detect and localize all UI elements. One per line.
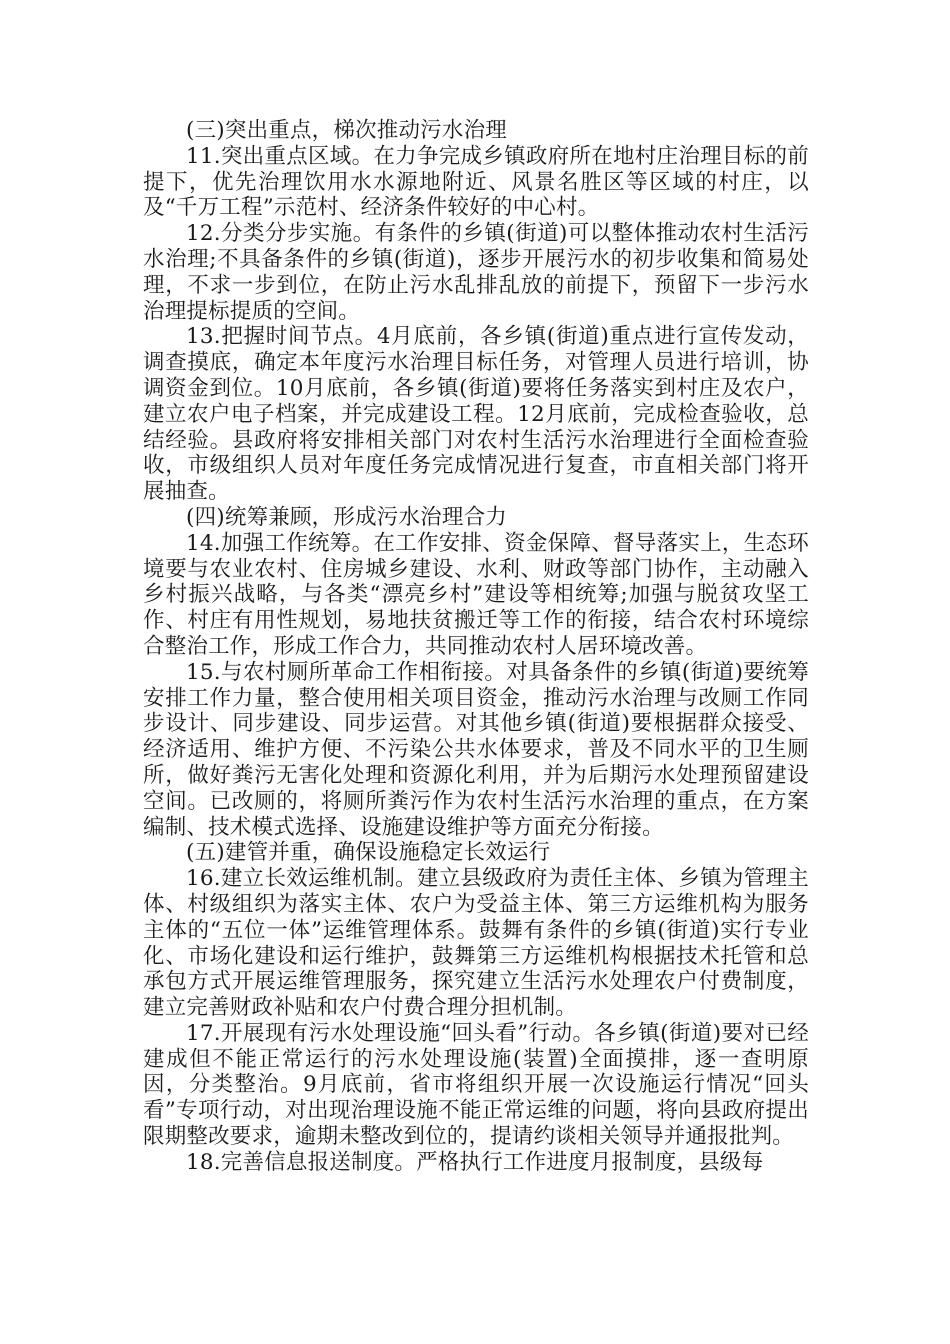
paragraph-14: 14.加强工作统筹。在工作安排、资金保障、督导落实上，生态环境要与农业农村、住房城乡建设、水利、财政等部门协作，主动融入乡村振兴战略，与各类“漂亮乡村”建设等相统筹;加强与脱贫攻坚工作、村庄有用性规划，易地扶贫搬迁等工作的衔接，结合农村环境综合整治工作，形成工作合力，共同推动农村人居环境改善。 (143, 530, 809, 659)
paragraph-13: 13.把握时间节点。4月底前，各乡镇(街道)重点进行宣传发动，调查摸底，确定本年度污水治理目标任务，对管理人员进行培训，协调资金到位。10月底前，各乡镇(街道)要将任务落实到村庄及农户，建立农户电子档案，并完成建设工程。12月底前，完成检查验收，总结经验。县政府将安排相关部门对农村生活污水治理进行全面检查验收，市级组织人员对年度任务完成情况进行复查，市直相关部门将开展抽查。 (143, 324, 809, 505)
document-body (143, 118, 809, 1176)
paragraph-18: 18.完善信息报送制度。严格执行工作进度月报制度，县级每 (186, 1149, 764, 1175)
paragraph-17: 17.开展现有污水处理设施“回头看”行动。各乡镇(街道)要对已经建成但不能正常运行的污水处理设施(装置)全面摸排，逐一查明原因，分类整治。9月底前，省市将组织开展一次设施运行情况“回头看”专项行动，对出现治理设施不能正常运维的问题，将向县政府提出限期整改要求，逾期未整改到位的，提请约谈相关领导并通报批判。 (143, 1020, 809, 1150)
paragraph-15: 15.与农村厕所革命工作相衔接。对具备条件的乡镇(街道)要统筹安排工作力量，整合使用相关项目资金，推动污水治理与改厕工作同步设计、同步建设、同步运营。对其他乡镇(街道)要根据群众接受、经济适用、维护方便、不污染公共水体要求，普及不同水平的卫生厕所，做好粪污无害化处理和资源化利用，并为后期污水处理预留建设空间。已改厕的，将厕所粪污作为农村生活污水治理的重点，在方案编制、技术模式选择、设施建设维护等方面充分衔接。 (143, 659, 809, 840)
section-heading-3: (三)突出重点，梯次推动污水治理 (186, 118, 507, 143)
paragraph-11: 11.突出重点区域。在力争完成乡镇政府所在地村庄治理目标的前提下，优先治理饮用水水源地附近、风景名胜区等区域的村庄，以及“千万工程”示范村、经济条件较好的中心村。 (143, 143, 809, 221)
section-heading-5: (五)建管并重，确保设施稳定长效运行 (186, 840, 551, 866)
section-heading-4: (四)统筹兼顾，形成污水治理合力 (186, 504, 507, 530)
paragraph-12: 12.分类分步实施。有条件的乡镇(街道)可以整体推动农村生活污水治理;不具备条件的乡镇(街道)，逐步开展污水的初步收集和简易处理，不求一步到位，在防止污水乱排乱放的前提下，预留下一步污水治理提标提质的空间。 (143, 221, 809, 324)
paragraph-16: 16.建立长效运维机制。建立县级政府为责任主体、乡镇为管理主体、村级组织为落实主体、农户为受益主体、第三方运维机构为服务主体的“五位一体”运维管理体系。鼓舞有条件的乡镇(街道)实行专业化、市场化建设和运行维护，鼓舞第三方运维机构根据技术托管和总承包方式开展运维管理服务，探究建立生活污水处理农户付费制度，建立完善财政补贴和农户付费合理分担机制。 (143, 866, 809, 1021)
